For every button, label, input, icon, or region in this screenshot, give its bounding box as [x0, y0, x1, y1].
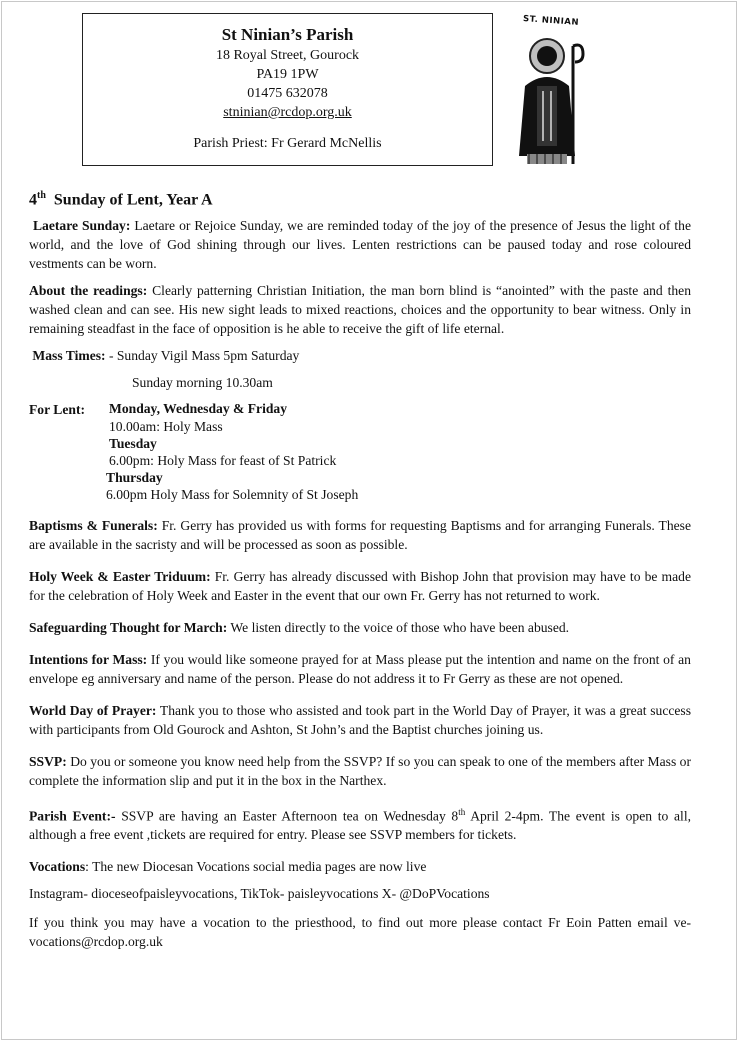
- parish-header-box: [82, 13, 493, 166]
- ssvp-paragraph: SSVP: Do you or someone you know need help from the SSVP? If so you can speak to one of the members after Mass or complete the information slip and put it in the box in the Narthex.: [29, 753, 691, 788]
- lent-day-tuesday: Tuesday: [109, 435, 157, 451]
- address-line-2: PA19 1PW: [256, 67, 319, 82]
- lent-schedule: For Lent: Monday, Wednesday & Friday 10.00am: Holy Mass Tuesday 6.00pm: Holy Mass for feast of St Patrick Thursday 6.00pm Holy Mass for Solemnity of St Joseph: [29, 401, 359, 503]
- priesthood-paragraph: If you think you may have a vocation to the priesthood, to find out more please contact Fr Eoin Patten email ve-vocations@rcdop.org.uk: [29, 915, 691, 950]
- lent-day-thursday-detail: 6.00pm Holy Mass for Solemnity of St Joseph: [106, 487, 359, 503]
- saint-label: ST. NINIAN: [522, 14, 580, 28]
- holy-week-paragraph: Holy Week & Easter Triduum: Fr. Gerry has already discussed with Bishop John that provision may have to be made for the celebration of Holy Week and Easter in the event that our own Fr. Gerry has not returned to work.: [29, 568, 691, 603]
- safeguarding-paragraph: Safeguarding Thought for March: We listen directly to the voice of those who have been abused.: [29, 619, 570, 635]
- intentions-paragraph: Intentions for Mass: If you would like someone prayed for at Mass please put the intention and name on the front of an envelope eg anniversary and name of the person. Please do not address it to Fr Gerry as these are not opened.: [29, 651, 691, 686]
- email-link[interactable]: stninian@rcdop.org.uk: [223, 105, 352, 120]
- bulletin-content: [29, 186, 691, 959]
- sunday-heading: 4th Sunday of Lent, Year A: [29, 190, 213, 209]
- mass-times: Mass Times: - Sunday Vigil Mass 5pm Saturday: [32, 348, 300, 364]
- lent-day-thursday: Thursday: [106, 470, 163, 486]
- parish-event-paragraph: Parish Event:- SSVP are having an Easter Afternoon tea on Wednesday 8th April 2-4pm. The event is open to all, although a free event ,tickets are required for entry. Please see SSVP members for tickets.: [29, 806, 691, 843]
- laetare-paragraph: Laetare Sunday: Laetare or Rejoice Sunday, we are reminded today of the joy of the presence of Jesus the light of the world, and the love of God shining through our lives. Lenten restrictions can be paused today and rose coloured vestments can be worn.: [29, 218, 692, 272]
- address-line-1: 18 Royal Street, Gourock: [215, 48, 360, 63]
- world-day-paragraph: World Day of Prayer: Thank you to those who assisted and took part in the World Day of Prayer, it was a great success with participants from Old Gourock and Ashton, St John’s and the Baptist churches joining us.: [29, 702, 692, 737]
- socials-paragraph: Instagram- dioceseofpaisleyvocations, TikTok- paisleyvocations X- @DoPVocations: [29, 886, 490, 902]
- parish-priest: Parish Priest: Fr Gerard McNellis: [193, 136, 382, 151]
- lent-day-mwf: Monday, Wednesday & Friday: [109, 401, 288, 417]
- lent-day-tuesday-detail: 6.00pm: Holy Mass for feast of St Patrick: [109, 452, 337, 468]
- vocations-paragraph: Vocations: The new Diocesan Vocations social media pages are now live: [29, 859, 427, 875]
- phone-number: 01475 632078: [247, 86, 328, 101]
- lent-day-mwf-detail: 10.00am: Holy Mass: [109, 418, 223, 434]
- baptisms-paragraph: Baptisms & Funerals: Fr. Gerry has provided us with forms for requesting Baptisms and for arranging Funerals. These are available in the sacristy and will be processed as soon as possible.: [29, 517, 691, 552]
- st-ninian-icon: [507, 16, 597, 174]
- readings-paragraph: About the readings: Clearly patterning Christian Initiation, the man born blind is “anointed” with the paste and then washed clean and can see. His new sight leads to mixed reactions, choices and the opportunity to bear witness. Only in remaining steadfast in the face of opposition is he able to receive the gift of life eternal.: [29, 283, 691, 337]
- parish-name: St Ninian’s Parish: [221, 25, 354, 44]
- mass-times-sunday: Sunday morning 10.30am: [132, 375, 273, 391]
